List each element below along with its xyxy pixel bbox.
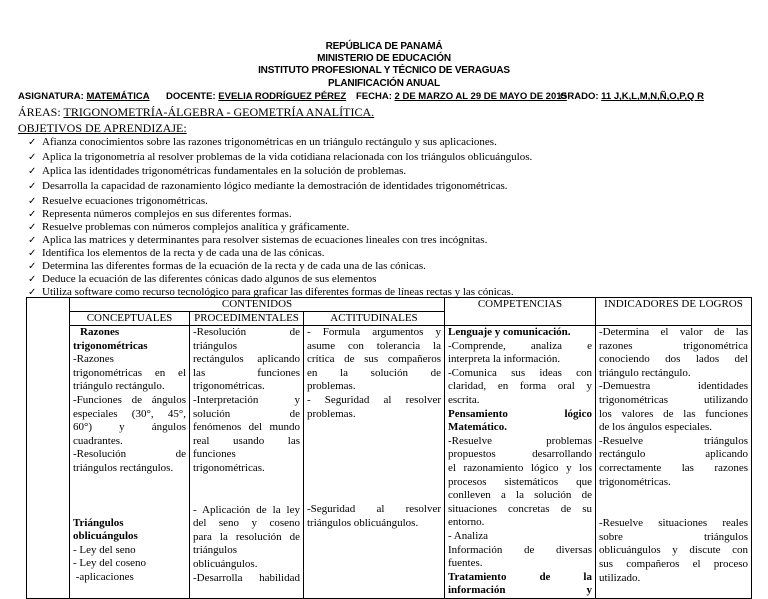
- asignatura-value: MATEMÁTICA: [86, 91, 150, 102]
- objetivo-item: ✓ Representa números complejos en sus diferentes formas.: [28, 208, 292, 220]
- checkmark-icon: ✓: [28, 261, 37, 272]
- actitudinales-cell: - Formula argumentos y asume con tolerancia la crítica de sus compañeros en la solución de problemas. - Seguridad al resolver problemas. -Seguridad al resolver triángulos oblicuángulos.: [304, 326, 445, 599]
- docente: DOCENTE: EVELIA RODRÍGUEZ PÉREZ: [166, 91, 347, 102]
- areas-line: [18, 105, 374, 120]
- fecha-value: 2 DE MARZO AL 29 DE MAYO DE 2015: [394, 91, 567, 102]
- asignatura: ASIGNATURA: MATEMÁTICA: [18, 91, 150, 102]
- objetivo-item: ✓ Aplica la trigonometría al resolver problemas de la vida cotidiana relacionada con los triángulos oblicuángulos.: [28, 151, 533, 163]
- grado: GRADO: 11 J,K,L,M,N,Ñ,O,P,Q R: [560, 91, 704, 102]
- checkmark-icon: ✓: [28, 196, 37, 207]
- areas-label: ÁREAS:: [18, 105, 61, 119]
- checkmark-icon: ✓: [28, 287, 37, 298]
- objetivo-item: ✓ Resuelve ecuaciones trigonométricas.: [28, 195, 208, 207]
- checkmark-icon: ✓: [28, 181, 37, 192]
- checkmark-icon: ✓: [28, 166, 37, 177]
- header-ministerio: MINISTERIO DE EDUCACIÓN: [317, 53, 451, 64]
- objetivo-item: ✓ Resuelve problemas con números complejos analítica y gráficamente.: [28, 221, 350, 233]
- indicadores-cell: -Determina el valor de las razones trigonométrica conociendo dos lados del triángulo rectángulo. -Demuestra identidades trigonométricas utilizando los valores de las funciones de los ángulos especiales. -Resuelve triángulos rectángulo aplicando correctamente las razones trigonométricas. -Resuelve situaciones reales sobre triángulos oblicuángulos y discute con sus compañeros el proceso utilizado.: [596, 326, 752, 599]
- objetivos-title: OBJETIVOS DE APRENDIZAJE:: [18, 121, 187, 135]
- conceptuales-cell: Razones trigonométricas -Razones trigonométricas en el triángulo rectángulo. -Funciones de ángulos especiales (30°, 45°, 60°) y ángulos cuadrantes. -Resolución de triángulos rectángulos. Triángulos oblicuángulos - Ley del seno - Ley del coseno -aplicaciones: [70, 326, 190, 599]
- header-republica: REPÚBLICA DE PANAMÁ: [325, 41, 443, 52]
- checkmark-icon: ✓: [28, 152, 37, 163]
- competencias-cell: Lenguaje y comunicación. -Comprende, analiza e interpreta la información. -Comunica sus ideas con claridad, en forma oral y escrita. Pensamiento lógico Matemático. -Resuelve problemas propuestos desarrollando el razonamiento lógico y los procesos sistemáticos que conlleven a la solución de situaciones concretas de su entorno. - Analiza Información de diversas fuentes. Tratamiento de la información y: [445, 326, 596, 599]
- checkmark-icon: ✓: [28, 137, 37, 148]
- header-instituto: INSTITUTO PROFESIONAL Y TÉCNICO DE VERAGUAS: [258, 65, 510, 76]
- objetivo-item: ✓ Afianza conocimientos sobre las razones trigonométricas en un triángulo rectángulo y sus aplicaciones.: [28, 136, 497, 148]
- actitudinales-header: ACTITUDINALES: [304, 312, 445, 326]
- procedimentales-header: PROCEDIMENTALES: [190, 312, 304, 326]
- header-planificacion: PLANIFICACIÓN ANUAL: [328, 78, 440, 89]
- checkmark-icon: ✓: [28, 248, 37, 259]
- areas-value: TRIGONOMETRÍA-ÁLGEBRA - GEOMETRÍA ANALÍTICA.: [63, 105, 375, 119]
- checkmark-icon: ✓: [28, 222, 37, 233]
- checkmark-icon: ✓: [28, 274, 37, 285]
- planning-table: [26, 297, 752, 599]
- objetivo-item: ✓ Identifica los elementos de la recta y de cada una de las cónicas.: [28, 247, 325, 259]
- objetivo-item: ✓ Determina las diferentes formas de la ecuación de la recta y de cada una de las cónicas.: [28, 260, 426, 272]
- grado-value: 11 J,K,L,M,N,Ñ,O,P,Q R: [601, 91, 704, 102]
- docente-value: EVELIA RODRÍGUEZ PÉREZ: [218, 91, 347, 102]
- objetivo-item: ✓ Aplica las identidades trigonométricas fundamentales en la solución de problemas.: [28, 165, 407, 177]
- empty-column: [27, 298, 70, 599]
- fecha: FECHA: 2 DE MARZO AL 29 DE MAYO DE 2015: [356, 91, 567, 102]
- checkmark-icon: ✓: [28, 209, 37, 220]
- contenidos-header: CONTENIDOS: [70, 298, 445, 312]
- objetivo-item: ✓ Utiliza software como recurso tecnológico para graficar las diferentes formas de líneas rectas y las cónicas.: [28, 286, 514, 298]
- objetivo-item: ✓ Aplica las matrices y determinantes para resolver sistemas de ecuaciones lineales con tres incógnitas.: [28, 234, 488, 246]
- conceptuales-header: CONCEPTUALES: [70, 312, 190, 326]
- objetivo-item: ✓ Desarrolla la capacidad de razonamiento lógico mediante la demostración de identidades trigonométricas.: [28, 180, 508, 192]
- checkmark-icon: ✓: [28, 235, 37, 246]
- indicadores-header: INDICADORES DE LOGROS: [596, 298, 752, 326]
- objetivo-item: ✓ Deduce la ecuación de las diferentes cónicas dado algunos de sus elementos: [28, 273, 377, 285]
- competencias-header: COMPETENCIAS: [445, 298, 596, 326]
- procedimentales-cell: -Resolución de triángulos rectángulos aplicando las funciones trigonométricas. -Interpretación y solución de fenómenos del mundo real usando las funciones trigonométricas. - Aplicación de la ley del seno y coseno para la resolución de triángulos oblicuángulos. -Desarrolla habilidad: [190, 326, 304, 599]
